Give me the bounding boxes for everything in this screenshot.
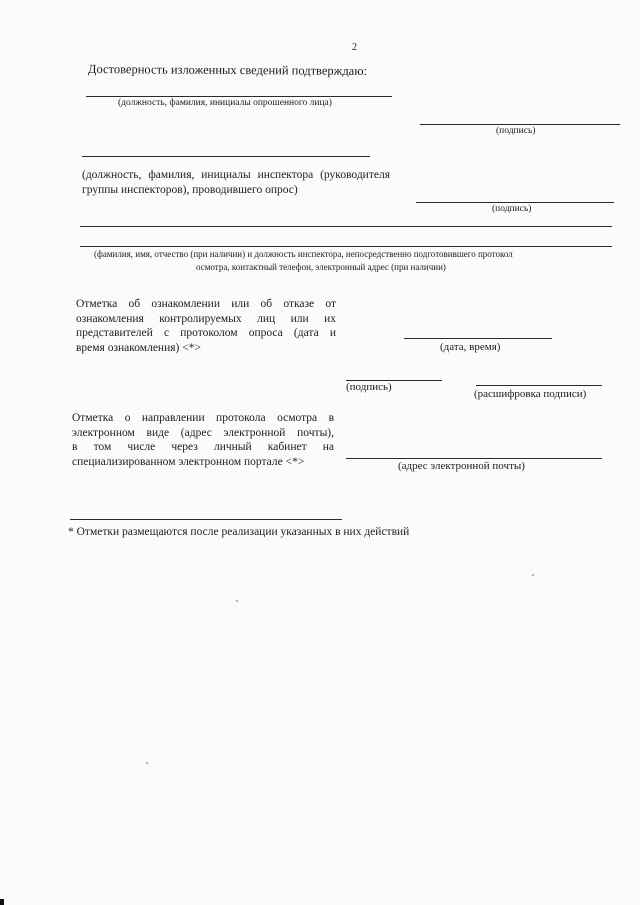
sending-mark-line-4: специализированном электронном портале <*> [72, 455, 305, 468]
protocol-author-caption-2: осмотра, контактный телефон, электронный адрес (при наличии) [196, 262, 446, 272]
acquaintance-mark [76, 297, 336, 355]
signature-line-2 [416, 202, 614, 203]
sending-mark [72, 411, 334, 469]
interviewee-caption: (должность, фамилия, инициалы опрошенного лица) [118, 98, 332, 108]
email-line [346, 458, 602, 459]
inspector-caption-line-1: (должность, фамилия, инициалы инспектора (руководителя [82, 169, 390, 181]
email-caption: (адрес электронной почты) [398, 460, 525, 472]
sending-mark-line-1: Отметка о направлении протокола осмотра в [72, 412, 334, 424]
signature-caption-1: (подпись) [496, 126, 536, 136]
page-number: 2 [352, 42, 357, 53]
scan-speck [532, 574, 534, 576]
inspector-line [82, 156, 370, 157]
footnote-separator [70, 519, 342, 520]
scan-corner-mark [0, 899, 4, 905]
signature-line-1 [420, 124, 620, 125]
confirm-heading: Достоверность изложенных сведений подтверждаю: [87, 62, 368, 78]
protocol-author-caption-1: (фамилия, имя, отчество (при наличии) и должность инспектора, непосредственно подготовившего протокол [94, 249, 513, 259]
acquaintance-mark-line-3: представителей с протоколом опроса (дата и [76, 327, 336, 339]
signature-caption-3: (подпись) [346, 381, 392, 393]
signature-caption-2: (подпись) [492, 204, 532, 214]
sending-mark-line-2: электронном виде (адрес электронной почты), [72, 426, 334, 439]
scan-speck [236, 600, 238, 602]
acquaintance-mark-line-4: время ознакомления) <*> [76, 341, 201, 354]
date-time-caption: (дата, время) [440, 341, 501, 353]
acquaintance-mark-line-1: Отметка об ознакомлении или об отказе от [76, 298, 336, 310]
inspector-caption [82, 168, 390, 197]
date-time-line [404, 338, 552, 339]
footnote: * Отметки размещаются после реализации указанных в них действий [68, 526, 410, 538]
protocol-author-line-2 [80, 246, 612, 247]
inspector-caption-line-2: группы инспекторов), проводившего опрос) [82, 183, 298, 196]
sending-mark-line-3: в том числе через личный кабинет на [72, 441, 334, 453]
scan-speck [146, 762, 148, 764]
acquaintance-mark-line-2: ознакомления контролируемых лиц или их [76, 312, 336, 325]
protocol-author-line-1 [80, 226, 612, 227]
signature-decoding-line [476, 385, 602, 386]
signature-decoding-caption: (расшифровка подписи) [474, 388, 587, 400]
interviewee-line [86, 96, 392, 97]
